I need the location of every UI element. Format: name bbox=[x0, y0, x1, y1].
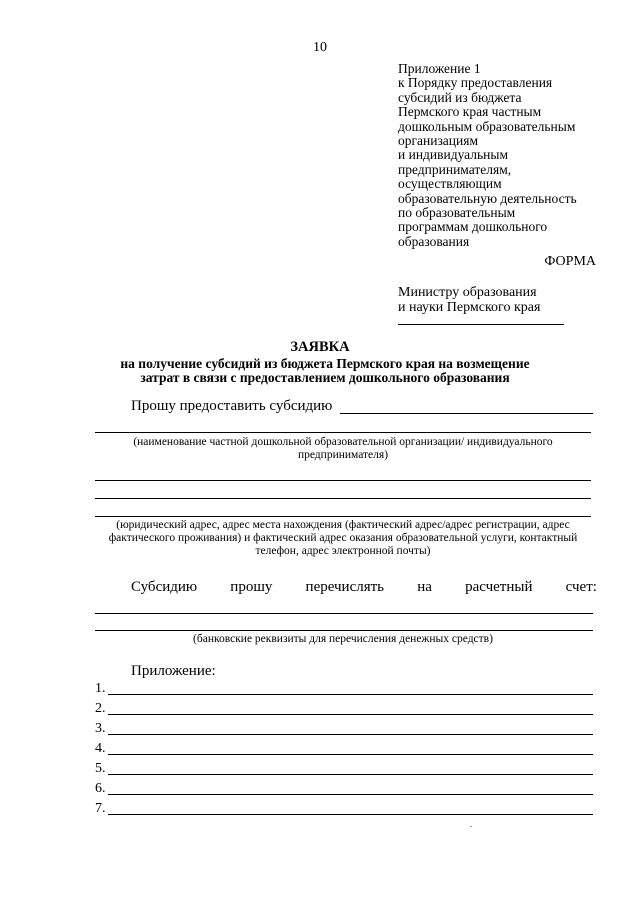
attachment-item[interactable] bbox=[95, 781, 593, 797]
form-label: ФОРМА bbox=[544, 254, 596, 269]
attachment-number: 3. bbox=[95, 721, 106, 736]
subsidy-amount-line[interactable] bbox=[340, 413, 593, 414]
request-text: Прошу предоставить субсидию bbox=[131, 398, 333, 414]
attachment-line[interactable] bbox=[108, 694, 593, 695]
attachment-item[interactable] bbox=[95, 721, 593, 737]
attachment-line[interactable] bbox=[108, 774, 593, 775]
addressee: Министру образования и науки Пермского края bbox=[398, 285, 541, 315]
transfer-word: Субсидию bbox=[131, 579, 198, 595]
address-line-2[interactable] bbox=[95, 498, 591, 499]
attachment-item[interactable] bbox=[95, 761, 593, 777]
attachment-line[interactable] bbox=[108, 714, 593, 715]
attachment-number: 7. bbox=[95, 801, 106, 816]
bank-details-line-2[interactable] bbox=[95, 630, 593, 631]
attachment-line[interactable] bbox=[108, 794, 593, 795]
bank-details-line-1[interactable] bbox=[95, 613, 593, 614]
transfer-word: перечислять bbox=[305, 579, 385, 595]
transfer-request-row bbox=[131, 579, 597, 596]
document-title: ЗАЯВКА bbox=[290, 339, 350, 355]
attachment-number: 5. bbox=[95, 761, 106, 776]
attachment-number: 2. bbox=[95, 701, 106, 716]
attachment-line[interactable] bbox=[108, 734, 593, 735]
transfer-word: счет: bbox=[565, 579, 597, 595]
address-caption: (юридический адрес, адрес места нахождения (фактический адрес/адрес регистрации, адрес фактического проживания) и фактический адрес оказания образовательной услуги, контактный телефон, адрес электронной почты) bbox=[108, 519, 578, 557]
attachment-item[interactable] bbox=[95, 741, 593, 757]
attachment-item[interactable] bbox=[95, 801, 593, 817]
document-subtitle: на получение субсидий из бюджета Пермского края на возмещение затрат в связи с предоставлением дошкольного образования bbox=[120, 356, 530, 385]
org-name-caption: (наименование частной дошкольной образовательной организации/ индивидуального предпринимателя) bbox=[133, 436, 553, 461]
attachment-item[interactable] bbox=[95, 701, 593, 717]
attachment-number: 6. bbox=[95, 781, 106, 796]
bank-details-caption: (банковские реквизиты для перечисления денежных средств) bbox=[193, 633, 493, 645]
attachment-line[interactable] bbox=[108, 754, 593, 755]
scan-speck bbox=[470, 826, 472, 827]
attachment-number: 1. bbox=[95, 681, 106, 696]
attachment-line[interactable] bbox=[108, 814, 593, 815]
address-line-3[interactable] bbox=[95, 516, 591, 517]
page-number: 10 bbox=[313, 40, 327, 55]
transfer-word: на bbox=[417, 579, 432, 595]
address-line-1[interactable] bbox=[95, 480, 591, 481]
transfer-word: расчетный bbox=[465, 579, 533, 595]
attachments-label: Приложение: bbox=[131, 663, 216, 679]
transfer-word: прошу bbox=[230, 579, 273, 595]
appendix-note: Приложение 1 к Порядку предоставления субсидий из бюджета Пермского края частным дошкольным образовательным организациям и индивидуальным предпринимателям, осуществляющим образовательную деятельность по образовательным программам дошкольного образования bbox=[398, 61, 577, 249]
addressee-signature-line bbox=[398, 324, 564, 325]
attachment-number: 4. bbox=[95, 741, 106, 756]
attachment-item[interactable] bbox=[95, 681, 593, 697]
org-name-line[interactable] bbox=[95, 432, 591, 433]
